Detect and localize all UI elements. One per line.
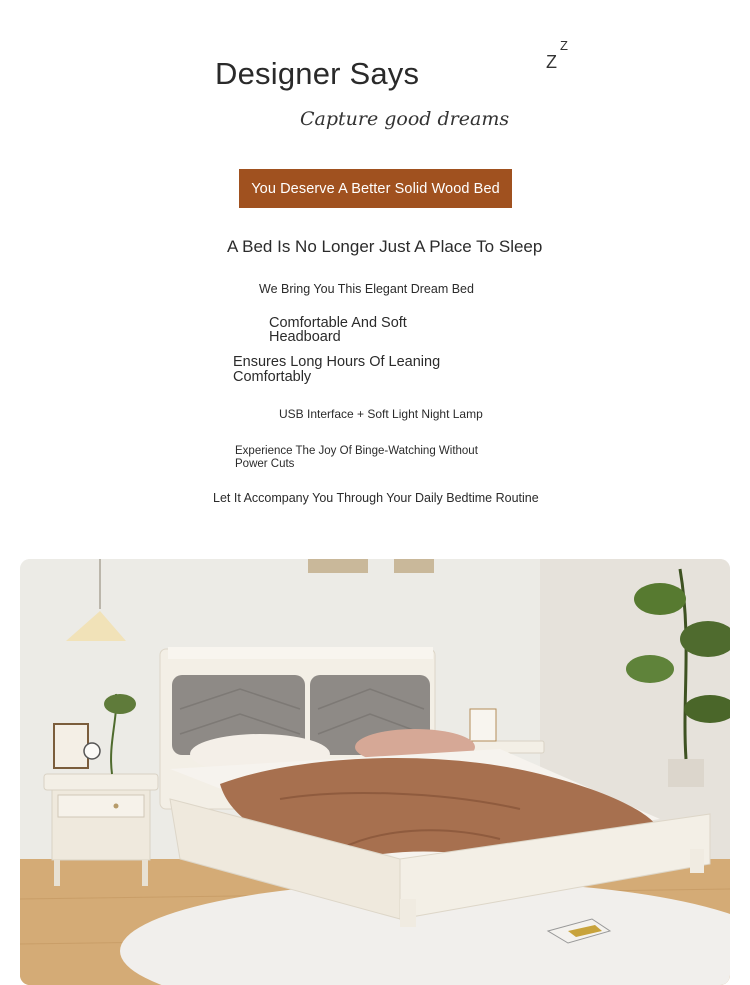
feature-line-7: Let It Accompany You Through Your Daily Bedtime Routine xyxy=(213,491,539,505)
photo-frame xyxy=(54,724,88,768)
headline-banner xyxy=(239,169,512,208)
plant-pot xyxy=(668,759,704,787)
zzz-big: Z xyxy=(546,52,557,72)
headline-banner-text: You Deserve A Better Solid Wood Bed xyxy=(251,180,500,197)
bedroom-illustration xyxy=(20,559,730,985)
feature-line-6: Experience The Joy Of Binge-Watching Without Power Cuts xyxy=(235,445,478,470)
wall-frame-2 xyxy=(394,559,434,573)
clock-icon xyxy=(84,743,100,759)
feature-line-2: We Bring You This Elegant Dream Bed xyxy=(259,282,474,296)
feature-line-5: USB Interface + Soft Light Night Lamp xyxy=(279,407,483,421)
feature-line-4: Ensures Long Hours Of Leaning Comfortably xyxy=(233,354,441,386)
feature-line-3: Comfortable And Soft Headboard xyxy=(269,315,407,345)
calendar-frame xyxy=(470,709,496,741)
page-subtitle: Capture good dreams xyxy=(300,108,510,130)
sleep-zzz-icon xyxy=(546,38,576,74)
zzz-small: Z xyxy=(560,38,568,53)
bedroom-photo xyxy=(20,559,730,985)
wall-frame-1 xyxy=(308,559,368,573)
plant-left xyxy=(104,694,136,714)
feature-line-1: A Bed Is No Longer Just A Place To Sleep xyxy=(227,237,543,256)
page-title: Designer Says xyxy=(215,56,420,91)
